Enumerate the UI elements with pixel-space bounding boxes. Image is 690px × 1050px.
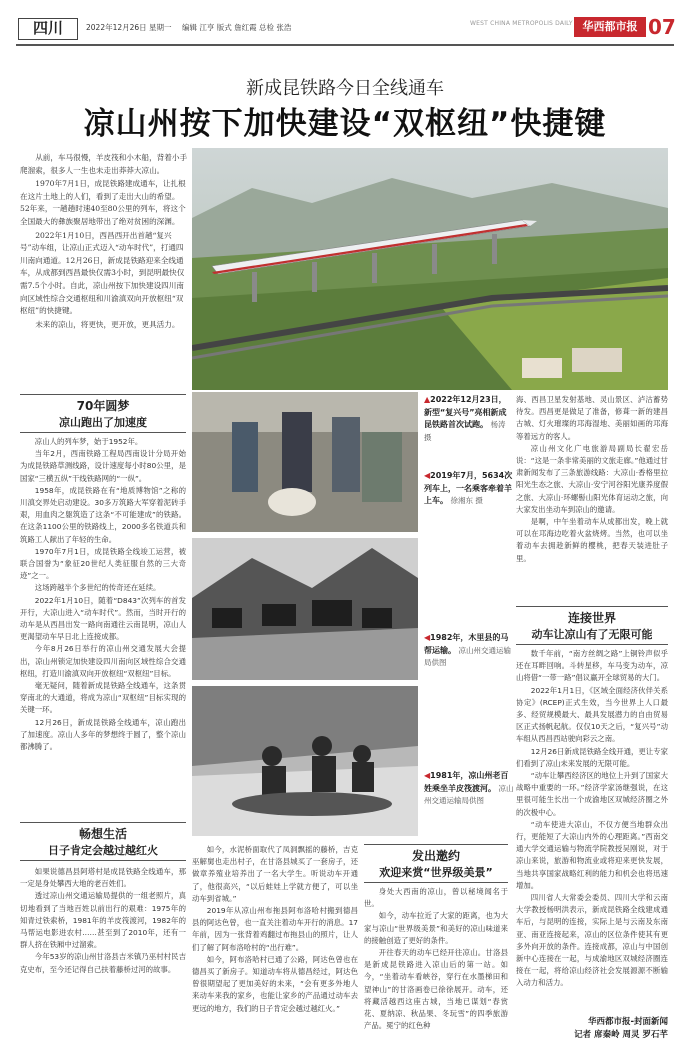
caption-3 bbox=[424, 632, 514, 670]
section-title: 畅想生活 bbox=[78, 827, 127, 841]
section-body-3a bbox=[364, 886, 508, 1044]
paragraph: 如今，阿布洛哈村已通了公路，阿达色曾也在德昌买了新房子。知道动车将从德昌经过，阿达色曾很期望起了更加美好的未来，“会有更多外地人来动车来我的家乡，也能让家乡的产品通过动车去更远的地方，我们的日子肯定会越过越红火。” bbox=[192, 954, 358, 1013]
page-number: 07 bbox=[648, 15, 676, 39]
byline-reporters: 记者 席秦岭 周灵 罗石芊 bbox=[574, 1030, 668, 1040]
header-rule bbox=[16, 44, 674, 46]
caption-credit: 杨涛 摄 bbox=[424, 420, 506, 442]
section-body-3b bbox=[516, 394, 668, 565]
paragraph: 2022年1月1日，《区域全面经济伙伴关系协定》(RCEP)正式生效，当今世界上人口最多、经贸规模最大、最具发展潜力的自由贸易区正式扬帆起航。仅仅10天之后，“复兴号”动车组从西昌西站驶向彩云之南。 bbox=[516, 685, 668, 744]
lead-p: 1970年7月1日，成昆铁路建成通车，让扎根在这片土地上的人们，看到了走出大山的希望。52年来，一趟趟时速40至80公里的列车，将这个全国最大的彝族聚居地带出了绝对贫困的深渊。 bbox=[20, 179, 186, 226]
section-header-2 bbox=[20, 822, 186, 861]
lead-p: 2022年1月10日，西昌西开出首趟“复兴号”动车组，让凉山正式迈入“动车时代”，打通四川南向通道。12月26日，新成昆铁路迎来全线通车，从成都到西昌最快仅需3小时，到昆明最快仅需7.5个小时。自此，凉山州按下加快建设四川南向区域性综合交通枢纽和川渝滇双向开放枢纽“双枢纽”的快捷键。 bbox=[20, 230, 185, 316]
lead-p: 从前，车马很慢，羊皮筏和小木船，背着小手爬溜索，很多人一生也未走出莽莽大凉山。 bbox=[20, 153, 188, 175]
paragraph: 如今，动车拉近了大家的距离，也为大家与凉山“世界级美景”和美好的凉山味道来的接触创造了更好的条件。 bbox=[364, 911, 508, 945]
caption-credit: 徐湘东 摄 bbox=[450, 496, 483, 505]
section-header-1 bbox=[20, 394, 186, 433]
paragraph: 2019年从凉山州布拖县阿布洛哈村搬到德昌县的阿达色曾，也一直关注着动车开行的消息。17年前，因为一张背着鸡翻过布拖县山的照片，让人们了解了阿布洛哈村的“出行难”。 bbox=[192, 906, 358, 952]
paragraph: 凉山州文化广电旅游局副局长翟宏岳说：“这是一条非常美丽的文旅走廊。”他通过甘肃新闻发布了三条旅游线路：大凉山·香格里拉阳光生态之旅、大凉山·安宁河谷阳光康养度假之旅、大凉山·环螺髻山阳光体育运动之旅，向大家发出坐动车到凉山的邀请。 bbox=[516, 443, 668, 514]
photo-sheepskin-raft bbox=[192, 686, 418, 836]
caption-marker-icon: ◀ bbox=[424, 771, 431, 780]
paragraph: 四川省人大常委会委员、四川大学和云南大学教授杨明洪表示，新成昆铁路全线建成通车后，与昆明的连接，实际上是与云南及东南亚、南亚连接起来，凉山的区位条件使其有更多外向开放的条件。连接成都，凉山与中国创新中心连接在一起，与成渝地区双城经济圈连接在一起，将给凉山经济社会发展源源不断输入动力和活力。 bbox=[516, 893, 668, 988]
paragraph: 数千年前，“南方丝绸之路”上铜铃声似乎还在耳畔回响。斗转星移，车马变为动车，凉山将借“一带一路”倡议赢开全球贸易的大门。 bbox=[516, 649, 668, 683]
paragraph: 海、西昌卫星发射基地、灵山景区、泸沽蓄势待发。西昌更是做足了准备，修葺一新的建昌古城、灯火璀璨的邛海湿地、美丽如画的邛海等着远方的客人。 bbox=[516, 395, 668, 441]
caption-2 bbox=[424, 470, 514, 508]
section-body-2a bbox=[20, 866, 186, 1044]
article-subtitle: 新成昆铁路今日全线通车 bbox=[246, 78, 444, 99]
photo-horse-caravan bbox=[192, 538, 418, 680]
paragraph: 身处大西南的凉山，曾以秘境闻名于世。 bbox=[364, 887, 508, 909]
caption-text: 1981年，凉山州老百姓乘坐羊皮筏渡河。 bbox=[424, 771, 509, 793]
caption-credit: 凉山州交通运输局供图 bbox=[424, 645, 512, 667]
byline bbox=[516, 1016, 668, 1042]
caption-marker-icon: ◀ bbox=[424, 471, 431, 480]
paragraph: 如果说德昌县阿塔村是成昆铁路全线通车，那一定是身处攀西大地的老百姓们。 bbox=[20, 867, 186, 889]
paragraph: 12月26日，新成昆铁路全线通车，凉山跑出了加速度。凉山人多年的梦想终于圆了，整个凉山都沸腾了。 bbox=[20, 717, 186, 752]
section-body-2b bbox=[192, 844, 358, 1044]
paragraph: 2022年1月10日，随着“D843”次列车的首发开行，大凉山进入“动车时代”。然而，当时开行的动车是从西昌出发一路向南通往云南昆明，凉山人更渴望动车早日北上连接成都。 bbox=[20, 595, 186, 642]
caption-text: 2019年7月，5634次列车上，一名乘客牵着羊上车。 bbox=[424, 471, 513, 505]
article-headline: 凉山州按下加快建设“双枢纽”快捷键 bbox=[83, 106, 607, 142]
paragraph: 是啊，中午坐着动车从成都出发，晚上就可以在邛海边吃着火盆烧烤。当然，也可以坐着动车去拥趁新鲜的樱桃，把春天装进肚子里。 bbox=[516, 517, 668, 563]
paragraph: 这场跨越半个多世纪的传奇还在延续。 bbox=[34, 583, 161, 593]
section-body-4 bbox=[516, 648, 668, 1014]
caption-text: 1982年，木里县的马帮运输。 bbox=[424, 633, 509, 655]
paragraph: 透过凉山州交通运输局提供的一组老照片，真切地看到了当地百姓以前出行的艰难：1975年的知青过铁索桥，1981年的羊皮筏渡河，1982年的马帮运电影进农村……甚至到了2010年，还有一群人挤在铁厢中过溜索。 bbox=[20, 891, 186, 950]
section-subtitle: 欢迎来赏“世界级美景” bbox=[379, 866, 493, 879]
paragraph: 今年53岁的凉山州甘洛县吉米镇乃巫村村民吉克史布，至今还记得自己扶着藤桥过河的故事。 bbox=[20, 952, 186, 974]
section-subtitle: 动车让凉山有了无限可能 bbox=[531, 628, 653, 641]
section-subtitle: 日子肯定会越过越红火 bbox=[48, 844, 158, 857]
section-title: 连接世界 bbox=[567, 611, 616, 625]
paragraph: “动车让攀西经济区的地位上升到了国家大战略中重要的一环。”经济学家汤继强说，在这里很可能生长出一个成渝地区双城经济圈之外的次极中心。 bbox=[516, 771, 668, 817]
issue-info bbox=[86, 22, 299, 33]
lead-paragraphs bbox=[20, 152, 188, 332]
caption-marker-icon: ▲ bbox=[424, 395, 431, 404]
paragraph: 12月26日新成昆铁路全线开通，更让专家们看到了凉山未来发展的无限可能。 bbox=[516, 746, 668, 768]
byline-outlet: 华西都市报-封面新闻 bbox=[587, 1017, 668, 1027]
section-subtitle: 凉山跑出了加速度 bbox=[59, 416, 147, 429]
caption-credit: 凉山州交通运输局供图 bbox=[424, 783, 514, 805]
caption-text: 2022年12月23日，新型“复兴号”亮相新成昆铁路首次试跑。 bbox=[424, 395, 507, 429]
section-header-3 bbox=[364, 844, 508, 883]
paragraph: 开往春天的动车已经开往凉山。甘洛县是新成昆铁路进入凉山后的第一站。如今，“坐着动车看峡谷，穿行在水墨梯田和望神山”的甘洛画卷已徐徐展开。动车，还将藏活越西这座古城，当地已谋划“春赏花、夏纳凉、秋品果、冬玩雪”的四季旅游产品。冕宁的红色种 bbox=[364, 948, 508, 1031]
caption-marker-icon: ◀ bbox=[424, 633, 431, 642]
section-label: 四川 bbox=[18, 18, 78, 40]
paragraph: 今年8月26日举行的凉山州交通发展大会提出，凉山州锁定加快建设四川南向区域性综合交通枢纽，打造川渝滇双向开放枢纽“双枢纽”目标。 bbox=[20, 644, 186, 678]
paragraph: 1970年7月1日，成昆铁路全线竣工运营，被联合国誉为“象征20世纪人类征服自然的三大奇迹”之一。 bbox=[20, 546, 186, 581]
paper-name-en: WEST CHINA METROPOLIS DAILY bbox=[470, 20, 573, 27]
section-title: 发出邀约 bbox=[411, 849, 460, 863]
train-photo bbox=[192, 148, 668, 390]
photo-sheep-train bbox=[192, 392, 418, 532]
issue-date: 2022年12月26日 星期一 bbox=[86, 23, 172, 32]
paper-logo: 华西都市报 bbox=[574, 17, 646, 37]
section-title: 70年圆梦 bbox=[76, 399, 130, 413]
paragraph: “动车使进大凉山，不仅方便当地群众出行，更能短了大凉山内外的心理距离。”西南交通大学交通运输与物流学院教授吴刚说，对于凉山来说，旅游和物流业或将迎来更快发展，当地共享国家战略红利的能力和机会也将迅速增加。 bbox=[516, 819, 668, 890]
section-header-4 bbox=[516, 606, 668, 645]
section-body-1 bbox=[20, 436, 186, 753]
caption-1 bbox=[424, 394, 514, 444]
paragraph: 1958年，成昆铁路在有“地质博物馆”之称的川滇交界处启动建设。30多万筑路大军穿着泥砖手艰，用血肉之躯筑造了这条“不可能建成”的铁路。在这条1100公里的铁路线上，2000多名铁道兵和筑路工人献出了年轻的生命。 bbox=[20, 485, 186, 544]
editor-line: 编辑 江亨 版式 詹红霞 总检 张浩 bbox=[181, 23, 292, 32]
paragraph: 毫无疑问，随着新成昆铁路全线通车，这条贯穿南北的大通道，将成为凉山“双枢纽”目标实现的关键一环。 bbox=[20, 681, 186, 715]
paragraph: 当年2月，西南铁路工程局西南设计分局开始为成昆铁路草测线路，设计速度每小时80公里，是国家“三横五纵”干线铁路网的“一纵”。 bbox=[20, 449, 186, 483]
paragraph: 凉山人的列车梦，始于1952年。 bbox=[34, 437, 143, 446]
caption-4 bbox=[424, 770, 514, 808]
lead-p: 未来的凉山，将更快，更开放，更具活力。 bbox=[35, 319, 180, 329]
paragraph: 如今，水泥桥面取代了凤洞飘摇的藤桥，吉克巫解舅也走出村子，在甘洛县城买了一套房子，还做章养殖业培养出了一名大学生。听说动车开通了，他很高兴，“以后蛙娃上学就方便了，可以坐动车到省城。” bbox=[192, 845, 358, 903]
